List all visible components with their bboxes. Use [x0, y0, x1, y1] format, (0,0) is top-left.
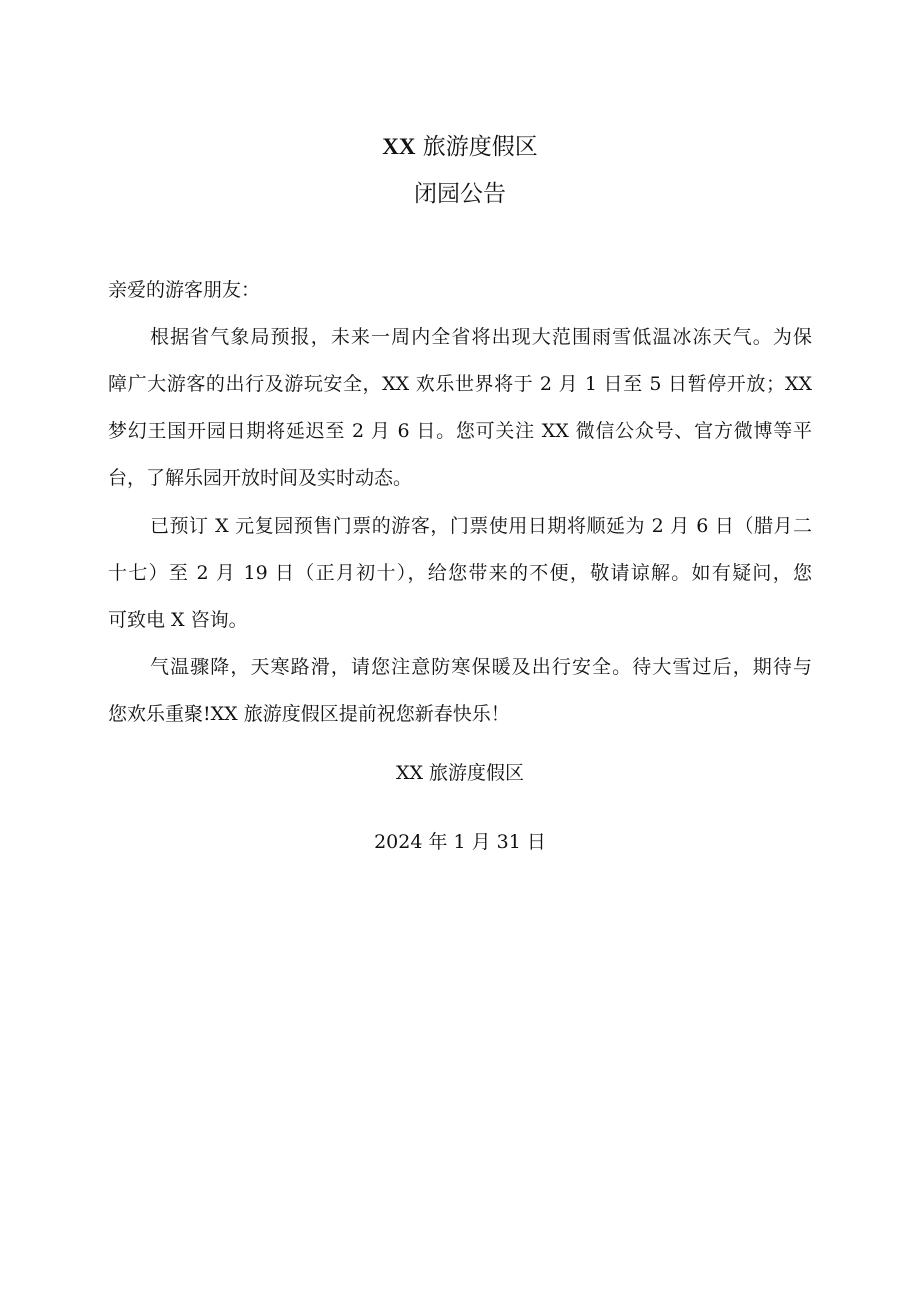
paragraph-3-line-1: 气温骤降，天寒路滑，请您注意防寒保暖及出行安全。待大雪过后，期待与	[150, 656, 812, 678]
salutation: 亲爱的游客朋友：	[108, 279, 261, 301]
paragraph-3-line-2: 您欢乐重聚!XX 旅游度假区提前祝您新春快乐！	[108, 703, 510, 725]
paragraph-1-line-3: 梦幻王国开园日期将延迟至 2 月 6 日。您可关注 XX 微信公众号、官方微博等平	[108, 420, 812, 442]
signature-org: XX 旅游度假区	[395, 762, 525, 784]
paragraph-2-line-3: 可致电 X 咨询。	[108, 609, 248, 631]
paragraph-2-line-2: 十七）至 2 月 19 日（正月初十），给您带来的不便，敬请谅解。如有疑问，您	[108, 562, 812, 584]
title-cjk: 旅游度假区	[422, 134, 538, 160]
paragraph-1-line-4: 台，了解乐园开放时间及实时动态。	[108, 467, 413, 489]
signature-date: 2024 年 1 月 31 日	[374, 831, 546, 853]
notice-title	[0, 132, 920, 162]
notice-subtitle: 闭园公告	[414, 181, 506, 207]
paragraph-1-line-2: 障广大游客的出行及游玩安全，XX 欢乐世界将于 2 月 1 日至 5 日暂停开放；XX	[108, 373, 812, 395]
paragraph-2-line-1: 已预订 X 元复园预售门票的游客，门票使用日期将顺延为 2 月 6 日（腊月二	[150, 515, 812, 537]
title-latin: XX	[382, 134, 416, 159]
paragraph-1-line-1: 根据省气象局预报，未来一周内全省将出现大范围雨雪低温冰冻天气。为保	[150, 326, 812, 348]
